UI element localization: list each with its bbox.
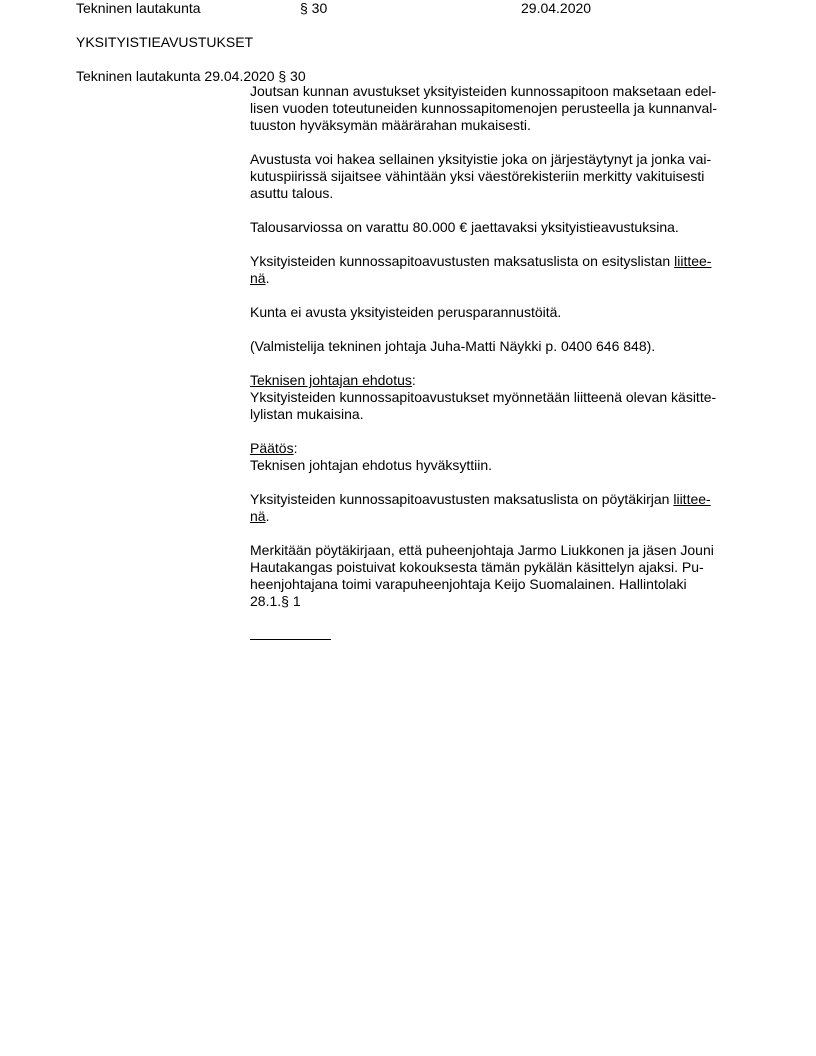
text-line: Teknisen johtajan ehdotus hyväksyttiin. — [250, 457, 493, 473]
text-line: : — [411, 372, 416, 388]
attachment-link[interactable]: nä — [250, 270, 266, 286]
text-line: kutuspiirissä sijaitsee vähintään yksi väestörekisteriin merkitty vakituisesti — [250, 168, 705, 184]
proposal-heading: Teknisen johtajan ehdotus — [250, 372, 412, 388]
text-line: Merkitään pöytäkirjaan, että puheenjohtaja Jarmo Liukkonen ja jäsen Jouni — [250, 542, 714, 558]
paragraph-minutes-attachment — [250, 491, 740, 525]
meeting-reference: Tekninen lautakunta 29.04.2020 § 30 — [76, 68, 306, 84]
text-line: 28.1.§ 1 — [250, 593, 301, 609]
text-line: Avustusta voi hakea sellainen yksityistie joka on järjestäytynyt ja jonka vai- — [250, 151, 712, 167]
text-line: asuttu talous. — [250, 185, 334, 201]
header-section: § 30 — [300, 0, 328, 16]
header-date: 29.04.2020 — [521, 0, 592, 16]
paragraph-eligibility — [250, 151, 740, 202]
end-divider — [250, 639, 331, 640]
text-line: Yksityisteiden kunnossapitoavustukset myönnetään liitteenä olevan käsitte- — [250, 389, 717, 405]
proposal-block — [250, 372, 740, 423]
attachment-link[interactable]: liittee- — [674, 253, 712, 269]
text-line: . — [265, 270, 270, 286]
paragraph-preparer — [250, 338, 740, 355]
text-line: Talousarviossa on varattu 80.000 € jaettavaksi yksityistieavustuksina. — [250, 219, 679, 235]
decision-heading: Päätös — [250, 440, 294, 456]
text-line: heenjohtajana toimi varapuheenjohtaja Keijo Suomalainen. Hallintolaki — [250, 576, 687, 592]
paragraph-grants-basis — [250, 83, 740, 134]
text-line: lylistan mukaisina. — [250, 406, 364, 422]
paragraph-recusal-note — [250, 542, 740, 610]
text-line: (Valmistelija tekninen johtaja Juha-Matti Näykki p. 0400 646 848). — [250, 338, 656, 354]
text-line: : — [293, 440, 298, 456]
attachment-link[interactable]: liittee- — [673, 491, 711, 507]
text-line: Yksityisteiden kunnossapitoavustusten maksatuslista on esityslistan — [250, 253, 675, 269]
header-organ: Tekninen lautakunta — [76, 0, 201, 16]
text-line: Hautakangas poistuivat kokouksesta tämän pykälän käsittelyn ajaksi. Pu- — [250, 559, 704, 575]
paragraph-agenda-attachment — [250, 253, 740, 287]
document-title: YKSITYISTIEAVUSTUKSET — [76, 34, 254, 50]
decision-block — [250, 440, 740, 474]
attachment-link[interactable]: nä — [250, 508, 266, 524]
paragraph-budget — [250, 219, 740, 236]
text-line: Yksityisteiden kunnossapitoavustusten maksatuslista on pöytäkirjan — [250, 491, 674, 507]
text-line: Kunta ei avusta yksityisteiden perusparannustöitä. — [250, 304, 562, 320]
decision-body — [250, 83, 740, 610]
text-line: Joutsan kunnan avustukset yksityisteiden kunnossapitoon maksetaan edel- — [250, 83, 717, 99]
text-line: lisen vuoden toteutuneiden kunnossapitomenojen perusteella ja kunnanval- — [250, 100, 717, 116]
text-line: . — [265, 508, 270, 524]
text-line: tuuston hyväksymän määrärahan mukaisesti. — [250, 117, 531, 133]
paragraph-no-improvements — [250, 304, 740, 321]
